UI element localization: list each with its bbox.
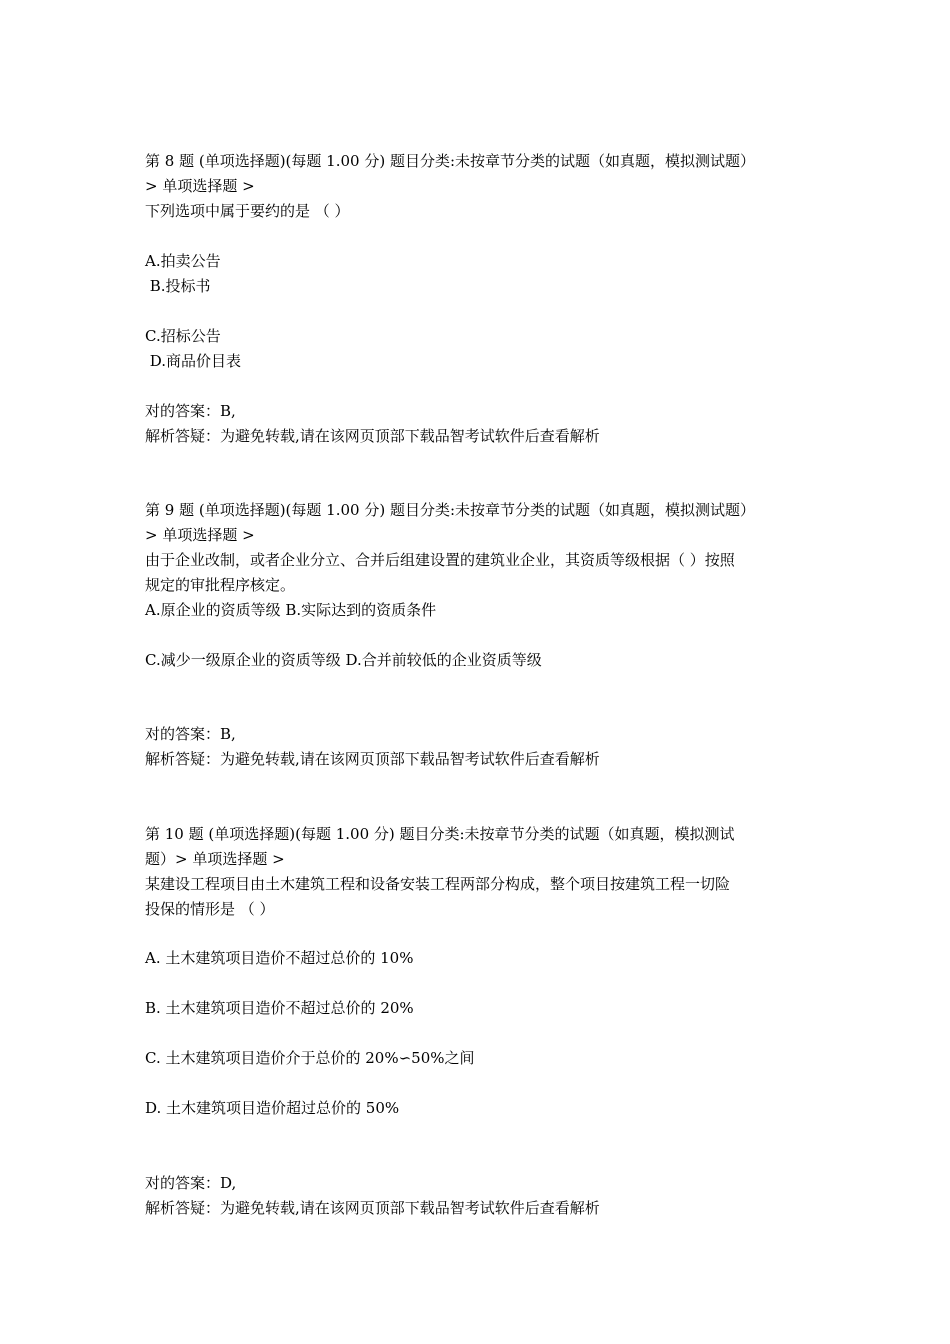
q9-options-cd: C.减少一级原企业的资质等级 D.合并前较低的企业资质等级	[145, 651, 542, 669]
q8-analysis: 解析答疑：为避免转载,请在该网页顶部下载品智考试软件后查看解析	[145, 427, 600, 445]
q8-header-line1: 第 8 题 (单项选择题)(每题 1.00 分) 题目分类:未按章节分类的试题（如真题，模拟测试题）	[145, 152, 756, 170]
q10-header-line1: 第 10 题 (单项选择题)(每题 1.00 分) 题目分类:未按章节分类的试题（如真题，模拟测试	[145, 825, 735, 843]
q9-options-ab: A.原企业的资质等级 B.实际达到的资质条件	[145, 601, 437, 619]
q10-answer: 对的答案：D,	[145, 1174, 237, 1192]
q10-option-a: A. 土木建筑项目造价不超过总价的 10%	[145, 949, 414, 967]
q8-option-a: A.拍卖公告	[145, 252, 221, 270]
q10-option-b: B. 土木建筑项目造价不超过总价的 20%	[145, 999, 414, 1017]
q10-option-d: D. 土木建筑项目造价超过总价的 50%	[145, 1099, 400, 1117]
q9-stem-line1: 由于企业改制，或者企业分立、合并后组建设置的建筑业企业，其资质等级根据（ ）按照	[145, 551, 735, 569]
q10-stem-line2: 投保的情形是 （ ）	[145, 900, 275, 918]
q8-stem: 下列选项中属于要约的是 （ ）	[145, 202, 350, 220]
q9-header-line2: > 单项选择题 >	[145, 526, 255, 544]
q8-header-line2: > 单项选择题 >	[145, 177, 255, 195]
q9-stem-line2: 规定的审批程序核定。	[145, 576, 296, 594]
q10-stem-line1: 某建设工程项目由土木建筑工程和设备安装工程两部分构成，整个项目按建筑工程一切险	[145, 875, 731, 893]
q9-header-line1: 第 9 题 (单项选择题)(每题 1.00 分) 题目分类:未按章节分类的试题（如真题，模拟测试题）	[145, 501, 756, 519]
q10-analysis: 解析答疑：为避免转载,请在该网页顶部下载品智考试软件后查看解析	[145, 1199, 600, 1217]
q9-analysis: 解析答疑：为避免转载,请在该网页顶部下载品智考试软件后查看解析	[145, 750, 600, 768]
q10-header-line2: 题）> 单项选择题 >	[145, 850, 285, 868]
q10-option-c: C. 土木建筑项目造价介于总价的 20%∽50%之间	[145, 1049, 475, 1067]
q8-option-b: B.投标书	[145, 277, 211, 295]
q8-option-c: C.招标公告	[145, 327, 221, 345]
q9-answer: 对的答案：B,	[145, 725, 236, 743]
q8-option-d: D.商品价目表	[145, 352, 242, 370]
q8-answer: 对的答案：B,	[145, 402, 236, 420]
